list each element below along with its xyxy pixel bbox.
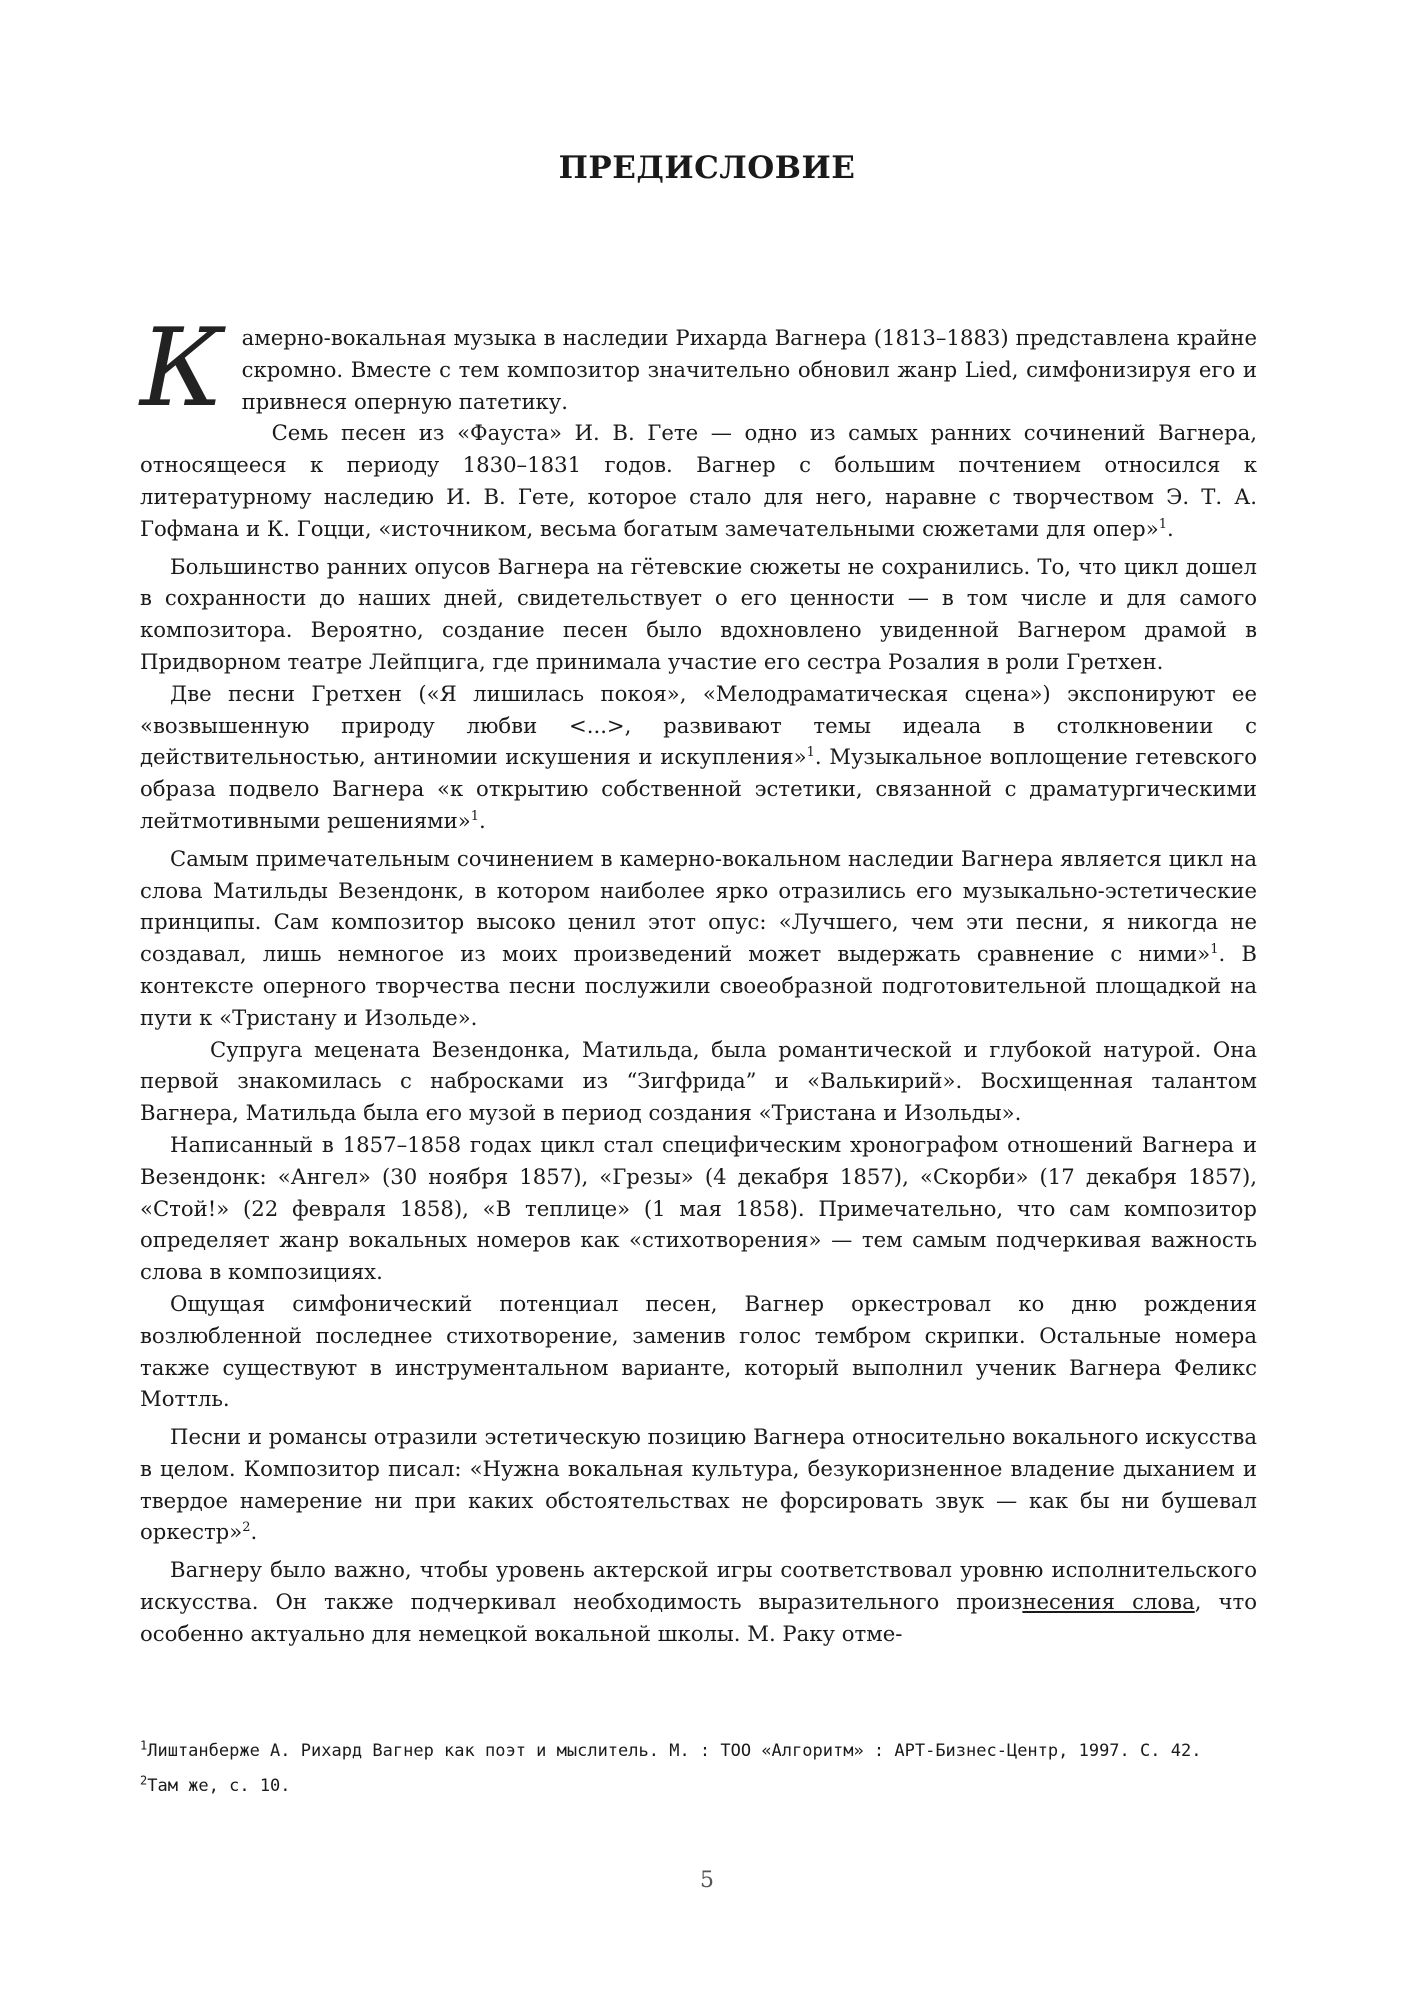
paragraph-9-text: Песни и романсы отразили эстетическую позицию Вагнера относительно вокального искусства в целом. Композитор писал: «Нужна вокальная культура, безукоризненное владение дыханием и твердое намерение ни при каких обстоятельствах не форсировать звук — как бы ни бушевал оркестр»	[140, 1424, 1257, 1545]
paragraph-9	[140, 1421, 1257, 1548]
body-text	[140, 306, 1257, 1650]
paragraph-5-text-b: . В контексте оперного творчества песни послужили своеобразной подготовительной площадкой на пути к «Тристану и Изольде».	[140, 941, 1257, 1030]
footnote-2	[140, 1773, 1257, 1800]
paragraph-8-text: Ощущая симфонический потенциал песен, Вагнер оркестровал ко дню рождения возлюбленной последнее стихотворение, заменив голос тембром скрипки. Остальные номера также существуют в инструментальном варианте, который выполнил ученик Вагнера Феликс Моттль.	[140, 1290, 1257, 1412]
footnote-text: Лиштанберже А. Рихард Вагнер как поэт и мыслитель. М. : ТОО «Алгоритм» : АРТ-Бизнес-Центр, 1997. С. 42.	[147, 1741, 1202, 1761]
footnote-number: 2	[140, 1773, 148, 1788]
paragraph-4-text-b: . Музыкальное воплощение гетевского образа подвело Вагнера «к открытию собственной эстетики, связанной с драматургическими лейтмотивными решениями»	[140, 744, 1257, 833]
paragraph-9-end: .	[250, 1519, 258, 1545]
page-number: 5	[700, 1868, 714, 1893]
paragraph-10	[140, 1554, 1257, 1649]
footnote-number: 1	[140, 1738, 148, 1753]
paragraph-6	[140, 1034, 1257, 1129]
paragraph-10-text-a: Вагнеру было важно, чтобы уровень актерской игры соответствовал уровню исполнительского искусства. Он также подчеркивал необходимость выразительного произ	[140, 1557, 1257, 1615]
paragraph-5-text-a: Самым примечательным сочинением в камерно-вокальном наследии Вагнера является цикл на слова Матильды Везендонк, в котором наиболее ярко отразились его музыкально-эстетические принципы. Сам композитор высоко ценил этот опус: «Лучшего, чем эти песни, я никогда не создавал, лишь немногое из моих произведений может выдержать сравнение с ними»	[140, 845, 1257, 967]
underlined-phrase: несения слова	[1022, 1589, 1195, 1615]
paragraph-3	[140, 551, 1257, 678]
paragraph-7	[140, 1129, 1257, 1288]
footnote-text: Там же, с. 10.	[147, 1776, 291, 1796]
paragraph-1-text: амерно-вокальная музыка в наследии Рихарда Вагнера (1813–1883) представлена крайне скромно. Вместе с тем композитор значительно обновил жанр Lied, симфонизируя его и привнеся оперную патетику.	[241, 325, 1257, 414]
paragraph-4	[140, 678, 1257, 837]
footnote-ref: 1	[806, 745, 815, 761]
page-title: ПРЕДИСЛОВИЕ	[558, 150, 856, 186]
paragraph-8	[140, 1288, 1257, 1415]
paragraph-3-text: Большинство ранних опусов Вагнера на гётевские сюжеты не сохранились. То, что цикл дошел в сохранности до наших дней, свидетельствует о его ценности — в том числе и для самого композитора. Вероятно, создание песен было вдохновлено увиденной Вагнером драмой в Придворном театре Лейпцига, где принимала участие его сестра Розалия в роли Гретхен.	[140, 553, 1257, 674]
footnotes	[140, 1738, 1257, 1808]
paragraph-7-text: Написанный в 1857–1858 годах цикл стал специфическим хронографом отношений Вагнера и Везендонк: «Ангел» (30 ноября 1857), «Грезы» (4 декабря 1857), «Скорби» (17 декабря 1857), «Стой!» (22 февраля 1858), «В теплице» (1 мая 1858). Примечательно, что сам композитор определяет жанр вокальных номеров как «стихотворения» — тем самым подчеркивая важность слова в композициях.	[140, 1131, 1257, 1285]
footnote-ref: 1	[1210, 942, 1219, 958]
footnote-ref: 1	[470, 808, 479, 824]
footnote-ref: 2	[242, 1520, 251, 1536]
paragraph-10-text-b: , что особенно актуально для немецкой вокальной школы. М. Раку отме-	[140, 1589, 1257, 1646]
dropcap-letter: К	[140, 306, 224, 431]
paragraph-4-text-c: .	[478, 807, 486, 833]
paragraph-5	[140, 843, 1257, 1034]
paragraph-1	[140, 306, 1257, 431]
footnote-ref: 1	[1158, 516, 1167, 532]
paragraph-2: Семь песен из «Фауста» И. В. Гете — одно из самых ранних сочинений Вагнера, относящееся к периоду 1830–1831 годов. Вагнер с большим почтением относился к литературному наследию И. В. Гете, которое стало для него, наравне с творчеством Э. Т. А. Гофмана и К. Гоцци, «источником, весьма богатым замечательными сюжетами для опер»$^1$.	[140, 420, 1257, 541]
paragraph-4-text-a: Две песни Гретхен («Я лишилась покоя», «Мелодраматическая сцена») экспонируют ее «возвышенную природу любви <...>, развивают темы идеала в столкновении с действительностью, антиномии искушения и искупления»	[140, 680, 1257, 770]
footnote-1	[140, 1738, 1257, 1765]
paragraph-2-text: Семь песен из «Фауста» И. В. Гете — одно из самых ранних сочинений Вагнера, относящееся к периоду 1830–1831 годов. Вагнер с большим почтением относился к литературному наследию И. В. Гете, которое стало для него, наравне с творчеством Э. Т. А. Гофмана и К. Гоцци, «источником, весьма богатым замечательными сюжетами для опер»	[140, 420, 1257, 541]
paragraph-6-text: Супруга мецената Везендонка, Матильда, была романтической и глубокой натурой. Она первой знакомилась с набросками из “Зигфрида” и «Валькирий». Восхищенная талантом Вагнера, Матильда была его музой в период создания «Тристана и Изольды».	[140, 1036, 1257, 1126]
